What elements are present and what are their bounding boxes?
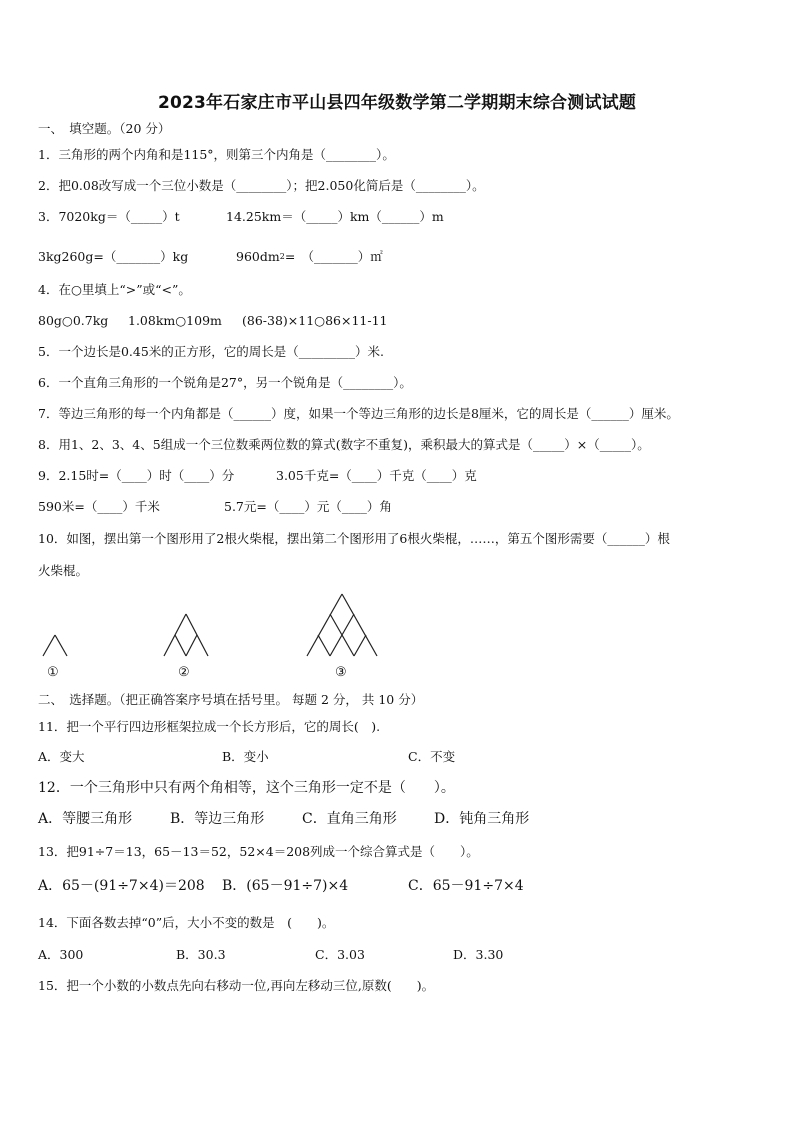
figure-3-label: ③ (335, 665, 347, 680)
q14-option-c: C．3.03 (315, 947, 365, 962)
q13-option-a: A．65－(91÷7×4)＝208 (38, 878, 205, 894)
question-3a: 3．7020kg＝（_____）t (38, 209, 180, 224)
q11-option-b: B．变小 (222, 749, 269, 764)
question-10-line2: 火柴棍。 (38, 563, 89, 578)
question-12: 12．一个三角形中只有两个角相等，这个三角形一定不是（ ）。 (38, 780, 455, 796)
question-5: 5．一个边长是0.45米的正方形，它的周长是（_________）米. (38, 344, 385, 359)
q14-option-a: A．300 (38, 947, 84, 962)
question-11: 11．把一个平行四边形框架拉成一个长方形后，它的周长( ). (38, 719, 381, 734)
q11-option-a: A．变大 (38, 749, 85, 764)
q12-option-a: A．等腰三角形 (38, 811, 133, 827)
question-7: 7．等边三角形的每一个内角都是（______）度，如果一个等边三角形的边长是8厘米，它的周长是（______）厘米。 (38, 406, 679, 421)
question-3b: 14.25km＝（_____）km（______）m (226, 209, 444, 224)
q12-option-c: C．直角三角形 (302, 811, 397, 827)
question-9d: 5.7元=（____）元（____）角 (224, 499, 392, 514)
question-9c: 590米=（____）千米 (38, 499, 160, 514)
question-3c: 3kg260g=（_______）kg (38, 249, 189, 264)
question-4a: 80g○0.7kg (38, 313, 109, 328)
figure-1-label: ① (47, 665, 59, 680)
question-2: 2．把0.08改写成一个三位小数是（________）；把2.050化简后是（________）。 (38, 178, 485, 193)
question-14: 14．下面各数去掉“0”后，大小不变的数是 ( )。 (38, 915, 335, 930)
q14-option-d: D．3.30 (453, 947, 504, 962)
page-title: 2023年石家庄市平山县四年级数学第二学期期末综合测试试题 (157, 93, 637, 113)
question-15: 15．把一个小数的小数点先向右移动一位,再向左移动三位,原数( )。 (38, 978, 435, 993)
q13-option-b: B．(65－91÷7)×4 (222, 878, 349, 894)
question-9a: 9．2.15时=（____）时（____）分 (38, 468, 235, 483)
question-10-line1: 10．如图，摆出第一个图形用了2根火柴棍，摆出第二个图形用了6根火柴棍，……，第五个图形需要（______）根 (38, 531, 670, 546)
section-2-heading: 二、 选择题。（把正确答案序号填在括号里。 每题 2 分， 共 10 分） (38, 692, 424, 707)
figure-2-label: ② (178, 665, 190, 680)
question-4: 4．在○里填上“>”或“<”。 (38, 282, 191, 297)
matchstick-figure-2 (164, 614, 208, 656)
q14-option-b: B．30.3 (176, 947, 226, 962)
question-13: 13．把91÷7＝13，65－13＝52，52×4＝208列成一个综合算式是（ ）。 (38, 844, 479, 859)
q13-option-c: C．65－91÷7×4 (408, 878, 524, 894)
matchstick-figure-3 (307, 594, 377, 656)
question-1: 1．三角形的两个内角和是115°，则第三个内角是（________）。 (38, 147, 395, 162)
question-4c: (86-38)×11○86×11-11 (242, 313, 388, 328)
question-6: 6．一个直角三角形的一个锐角是27°，另一个锐角是（________）。 (38, 375, 412, 390)
matchstick-figure-1 (43, 635, 67, 656)
q3d-number: 960 (236, 249, 260, 264)
question-9b: 3.05千克=（____）千克（____）克 (276, 468, 477, 483)
q11-option-c: C．不变 (408, 749, 456, 764)
question-8: 8．用1、2、3、4、5组成一个三位数乘两位数的算式(数字不重复)，乘积最大的算式是（_____）×（_____）。 (38, 437, 650, 452)
q3d-answer: = （_______）㎡ (284, 249, 383, 264)
q12-option-b: B．等边三角形 (170, 811, 265, 827)
question-4b: 1.08km○109m (128, 313, 222, 328)
section-1-heading: 一、 填空题。（20 分） (38, 121, 171, 136)
q12-option-d: D．钝角三角形 (434, 811, 530, 827)
q3d-unit: dm (259, 249, 280, 264)
q3d-superscript: 2 (279, 252, 285, 261)
